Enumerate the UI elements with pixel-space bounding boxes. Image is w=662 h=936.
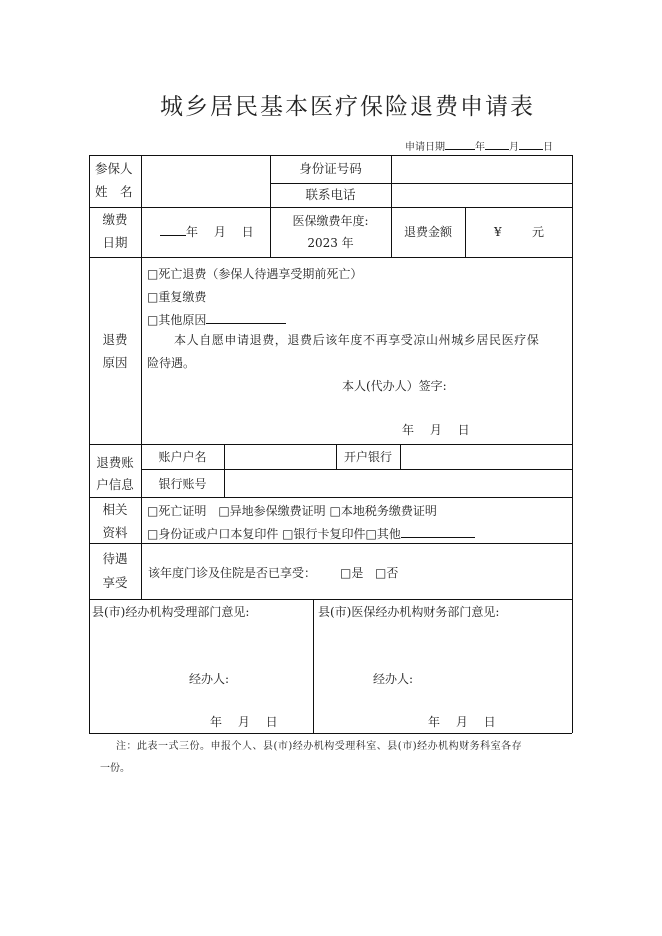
benefit-question: 该年度门诊及住院是否已享受： [148, 566, 317, 580]
insurance-year-value: 2023 年 [307, 236, 354, 250]
benefit-yes-checkbox[interactable]: □是 [340, 566, 364, 580]
right-opinion-date: 年 月 日 [428, 715, 496, 729]
docs-label: 相关 [102, 502, 128, 517]
signature-label: 本人(代办人）签字: [342, 379, 447, 393]
statement-text-2: 险待遇。 [147, 356, 196, 370]
reason-label: 退费 [102, 332, 128, 347]
account-label-2: 户信息 [96, 477, 134, 492]
apply-date: 申请日期 年 月 日 [405, 139, 553, 153]
docs-options-line1[interactable]: □死亡证明 □异地参保缴费证明 □本地税务缴费证明 [147, 504, 437, 518]
right-opinion-title: 县(市)医保经办机构财务部门意见: [318, 605, 500, 619]
reason-label-2: 原因 [102, 355, 128, 370]
payment-date-field[interactable]: 年 月 日 [160, 225, 254, 238]
account-number-label: 银行账号 [158, 477, 207, 491]
insurance-year-label: 医保缴费年度: [292, 214, 369, 228]
refund-amount-label: 退费金额 [403, 225, 452, 239]
bank-field[interactable] [401, 445, 572, 469]
payment-date-label-2: 日期 [102, 235, 128, 250]
payment-date-label: 缴费 [102, 212, 128, 227]
account-name-field[interactable] [225, 445, 335, 469]
phone-label: 联系电话 [305, 187, 356, 202]
account-number-field[interactable] [225, 470, 572, 497]
id-number-label: 身份证号码 [299, 161, 362, 176]
right-handler-label: 经办人: [373, 672, 414, 686]
statement-text: 本人自愿申请退费，退费后该年度不再享受凉山州城乡居民医疗保 [174, 333, 540, 347]
left-opinion-title: 县(市)经办机构受理部门意见: [92, 605, 250, 619]
left-handler-label: 经办人: [189, 672, 230, 686]
benefit-label: 待遇 [102, 551, 128, 566]
bank-label: 开户银行 [343, 450, 392, 464]
currency-symbol: ¥ [494, 225, 502, 239]
docs-options-line2[interactable]: □身份证或户口本复印件 □银行卡复印件□其他 [147, 527, 475, 540]
reason-other-checkbox[interactable]: □其他原因 [147, 313, 286, 326]
form-title: 城乡居民基本医疗保险退费申请表 [160, 94, 535, 120]
insured-name-field[interactable] [142, 156, 269, 206]
left-opinion-date: 年 月 日 [210, 715, 278, 729]
account-name-label: 账户户名 [158, 450, 207, 464]
account-label: 退费账 [96, 455, 134, 470]
note: 注：此表一式三份。申报个人、县(市)经办机构受理科室、县(市)经办机构财务科室各存 [116, 741, 523, 752]
phone-field[interactable] [392, 184, 572, 207]
reason-death-checkbox[interactable]: □死亡退费（参保人待遇享受期前死亡） [147, 267, 363, 281]
benefit-label-2: 享受 [102, 575, 128, 590]
id-number-field[interactable] [392, 156, 572, 183]
insured-name-label: 参保人 [95, 161, 133, 176]
reason-duplicate-checkbox[interactable]: □重复缴费 [147, 290, 207, 304]
note-2: 一份。 [100, 763, 130, 774]
insured-name-label-2: 姓 名 [95, 184, 133, 199]
docs-label-2: 资料 [102, 525, 128, 540]
reason-date: 年 月 日 [402, 423, 470, 437]
benefit-no-checkbox[interactable]: □否 [375, 566, 399, 580]
refund-amount-unit[interactable]: 元 [532, 225, 545, 239]
